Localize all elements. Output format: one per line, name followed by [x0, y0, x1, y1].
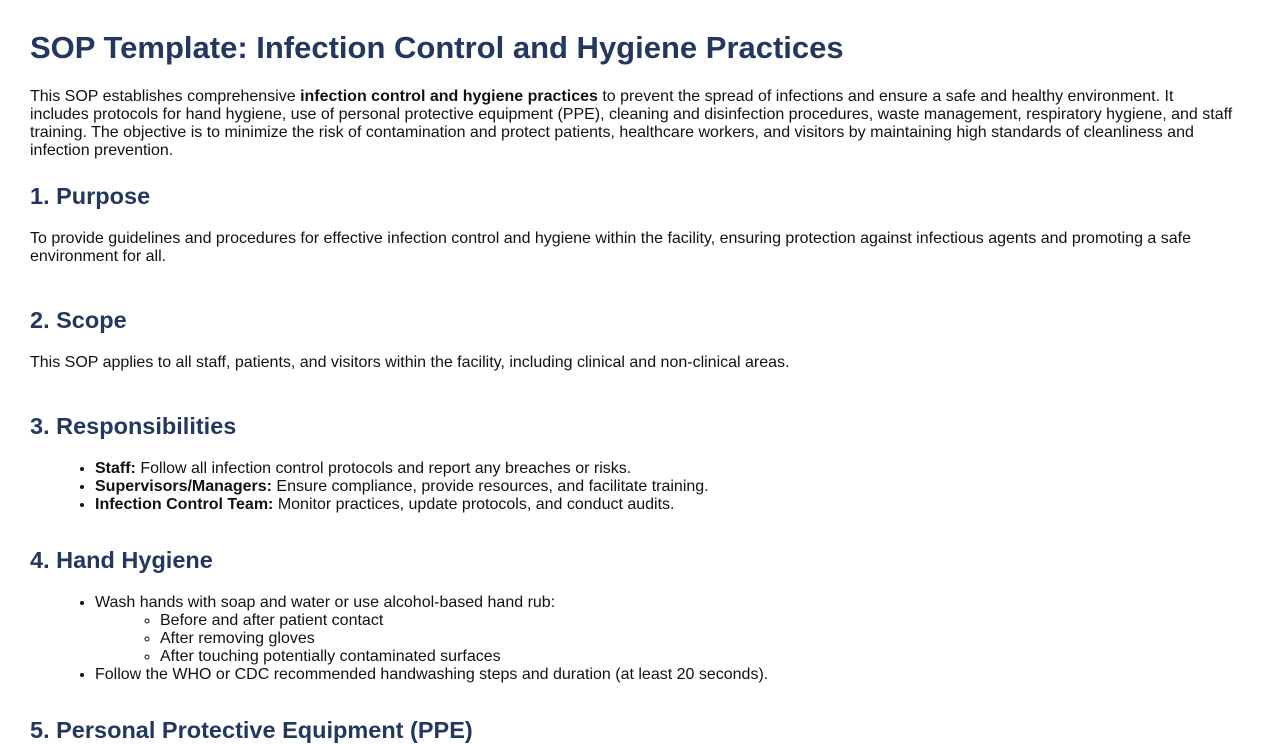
list-item: • Follow the WHO or CDC recommended handwashing steps and duration (at least 20 seconds). [95, 666, 1233, 684]
list-item [95, 478, 1233, 496]
hand-hygiene-list [30, 594, 1233, 684]
section-scope [30, 306, 1233, 372]
list-item [95, 496, 1233, 514]
page-title: SOP Template: Infection Control and Hygiene Practices [30, 30, 844, 65]
section-responsibilities [30, 412, 1233, 514]
scope-text: This SOP applies to all staff, patients, and visitors within the facility, including clinical and non-clinical areas. [30, 354, 790, 371]
section-heading-ppe: 5. Personal Protective Equipment (PPE) [30, 717, 473, 743]
list-item [95, 594, 1233, 666]
list-item: ◦ After touching potentially contaminated surfaces [160, 648, 1233, 666]
section-heading-responsibilities: 3. Responsibilities [30, 413, 237, 439]
section-hand-hygiene [30, 546, 1233, 684]
responsibilities-list [30, 460, 1233, 514]
hand-hygiene-item-wash: Wash hands with soap and water or use alcohol-based hand rub: [95, 594, 556, 611]
hand-hygiene-sublist [95, 612, 1233, 666]
list-item: ◦ After removing gloves [160, 630, 1233, 648]
role-description: Monitor practices, update protocols, and conduct audits. [273, 496, 675, 513]
section-purpose [30, 182, 1233, 266]
section-heading-hand-hygiene: 4. Hand Hygiene [30, 547, 213, 573]
list-item: ◦ Before and after patient contact [160, 612, 1233, 630]
section-heading-purpose: 1. Purpose [30, 183, 151, 209]
purpose-text: To provide guidelines and procedures for effective infection control and hygiene within the facility, ensuring protection against infectious agents and promoting a safe environment for all. [30, 230, 1192, 265]
intro-text-end: to prevent the spread of infections and ensure a safe and healthy environment. It includes protocols for hand hygiene, use of personal protective equipment (PPE), cleaning and disinfection procedures, waste management, respiratory hygiene, and staff training. The objective is to minimize the risk of contamination and protect patients, healthcare workers, and visitors by maintaining high standards of cleanliness and infection prevention. [30, 88, 1233, 159]
role-label: Supervisors/Managers: [95, 478, 272, 495]
role-description: Follow all infection control protocols and report any breaches or risks. [135, 460, 632, 477]
role-label: Staff: [95, 460, 136, 477]
role-label: Infection Control Team: [95, 496, 274, 513]
section-ppe [30, 716, 1233, 744]
intro-paragraph [30, 88, 1233, 160]
section-heading-scope: 2. Scope [30, 307, 127, 333]
role-description: Ensure compliance, provide resources, and facilitate training. [271, 478, 709, 495]
intro-bold-phrase: infection control and hygiene practices [300, 88, 598, 105]
intro-text-start: This SOP establishes comprehensive [30, 88, 301, 105]
list-item [95, 460, 1233, 478]
